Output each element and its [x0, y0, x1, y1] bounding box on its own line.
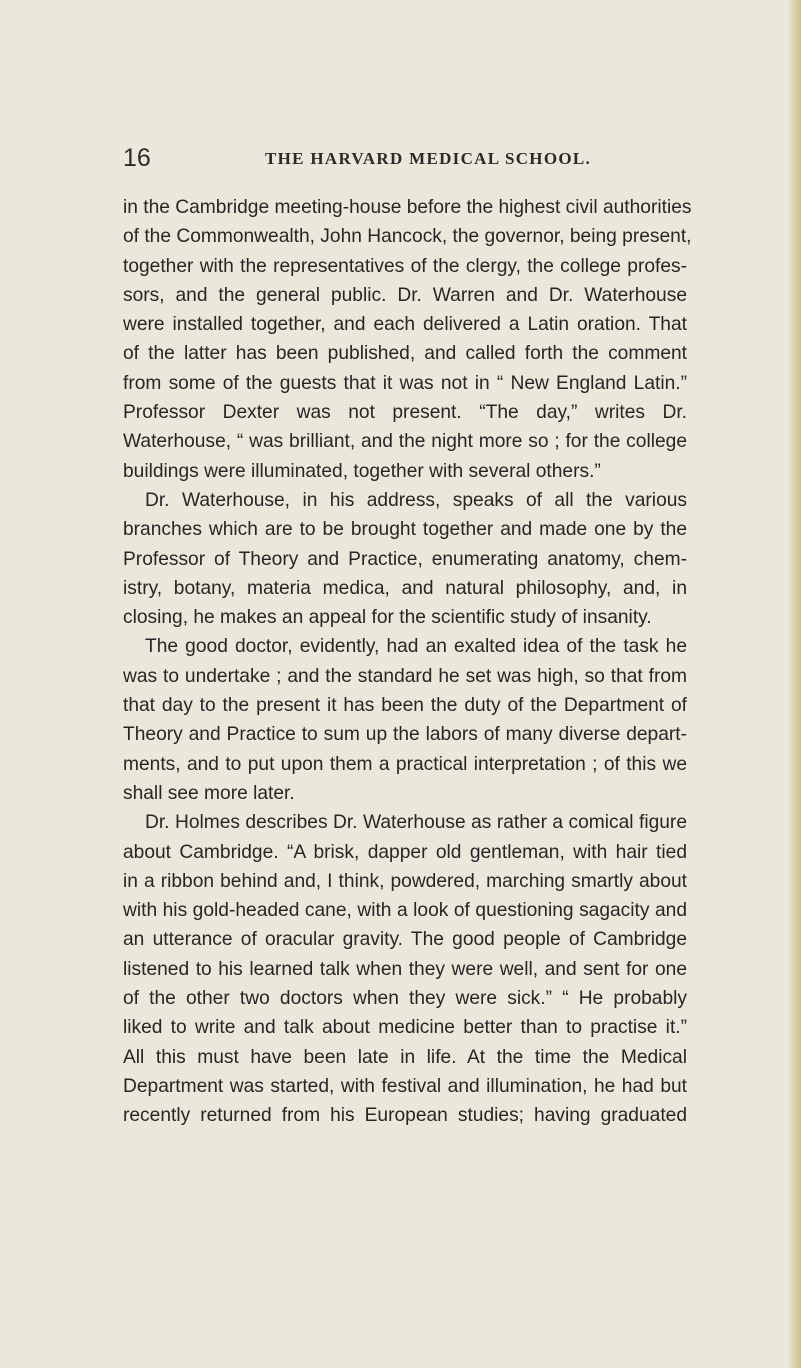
text-line: in a ribbon behind and, I think, powdered, marching smartly about	[123, 870, 687, 892]
text-line: Professor Dexter was not present. “The day,” writes Dr.	[123, 402, 687, 424]
text-line: recently returned from his European studies; having graduated	[123, 1105, 687, 1127]
running-head: THE HARVARD MEDICAL SCHOOL.	[265, 149, 592, 168]
text-line: in the Cambridge meeting-house before the highest civil authorities	[123, 197, 692, 218]
text-line: sors, and the general public. Dr. Warren and Dr. Waterhouse	[123, 284, 687, 306]
paragraph-4	[123, 808, 687, 1130]
text-line: shall see more later.	[123, 782, 295, 804]
text-line: together with the representatives of the clergy, the college profes-	[123, 255, 687, 277]
text-line: about Cambridge. “A brisk, dapper old gentleman, with hair tied	[123, 841, 687, 863]
text-line: Waterhouse, “ was brilliant, and the night more so ; for the college	[123, 431, 687, 453]
text-line: Theory and Practice to sum up the labors of many diverse depart-	[123, 724, 687, 746]
text-line: All this must have been late in life. At the time the Medical	[123, 1046, 687, 1068]
text-line: were installed together, and each delivered a Latin oration. That	[123, 314, 687, 336]
text-line: from some of the guests that it was not in “ New England Latin.”	[123, 372, 687, 394]
text-line: buildings were illuminated, together with several others.”	[123, 460, 601, 482]
page-header	[0, 143, 801, 173]
text-line: of the other two doctors when they were sick.” “ He probably	[123, 988, 687, 1010]
text-line: that day to the present it has been the duty of the Department of	[123, 695, 687, 717]
text-line: of the Commonwealth, John Hancock, the governor, being present,	[123, 226, 692, 248]
text-line: istry, botany, materia medica, and natural philosophy, and, in	[123, 577, 687, 599]
text-line: liked to write and talk about medicine better than to practise it.”	[123, 1017, 687, 1039]
text-line: Dr. Waterhouse, in his address, speaks of all the various	[145, 489, 687, 511]
paragraph-3	[123, 632, 687, 808]
text-line: listened to his learned talk when they were well, and sent for one	[123, 958, 687, 980]
text-line: branches which are to be brought together and made one by the	[123, 519, 687, 541]
paragraph-2	[123, 486, 687, 632]
page-edge-shading	[787, 0, 801, 1368]
text-line: closing, he makes an appeal for the scientific study of insanity.	[123, 607, 652, 629]
text-line: was to undertake ; and the standard he set was high, so that from	[123, 665, 687, 687]
body-text	[123, 193, 692, 1131]
text-line: ments, and to put upon them a practical interpretation ; of this we	[123, 753, 687, 775]
page-number: 16	[123, 144, 151, 172]
paragraph-1	[123, 193, 692, 486]
text-line: Department was started, with festival and illumination, he had but	[123, 1075, 687, 1097]
text-line: The good doctor, evidently, had an exalted idea of the task he	[145, 636, 687, 658]
text-line: Professor of Theory and Practice, enumerating anatomy, chem-	[123, 548, 687, 570]
text-line: Dr. Holmes describes Dr. Waterhouse as rather a comical figure	[145, 812, 687, 834]
text-line: of the latter has been published, and called forth the comment	[123, 343, 687, 365]
text-line: an utterance of oracular gravity. The good people of Cambridge	[123, 929, 687, 951]
text-line: with his gold-headed cane, with a look of questioning sagacity and	[123, 900, 687, 922]
